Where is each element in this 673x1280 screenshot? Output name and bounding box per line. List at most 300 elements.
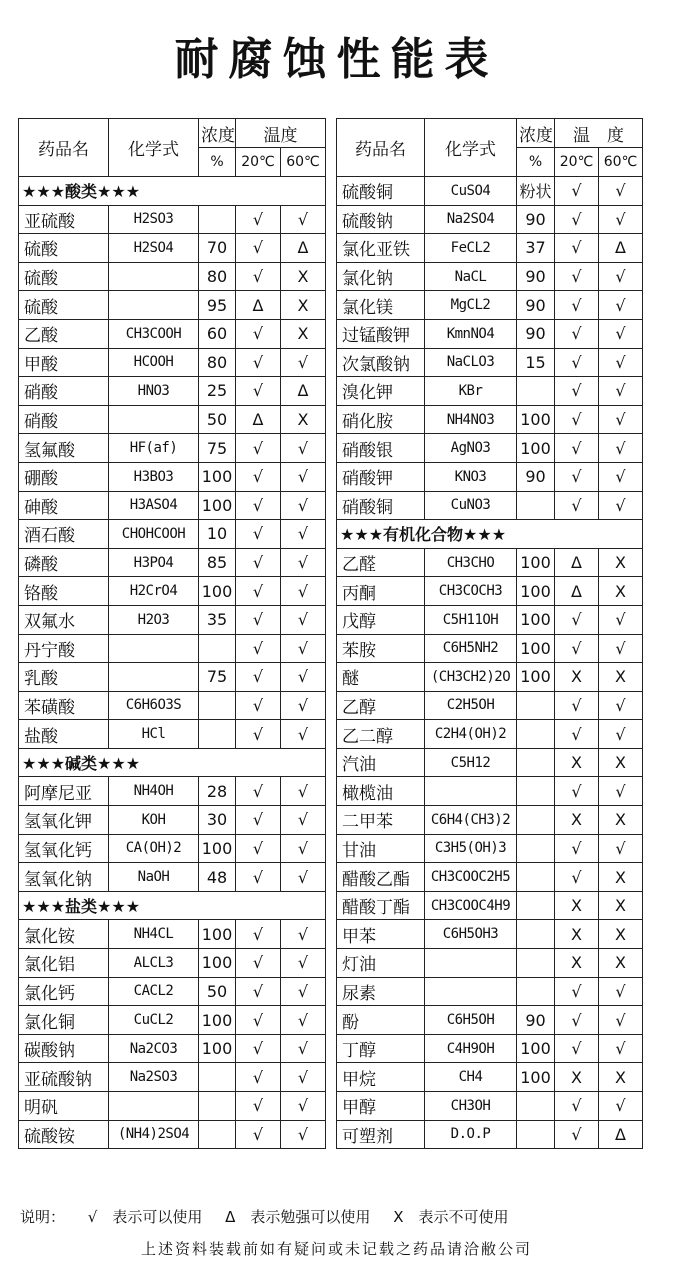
rating-60c: √ bbox=[599, 691, 643, 720]
chemical-formula: AgNO3 bbox=[425, 434, 517, 463]
chemical-name: 酒石酸 bbox=[19, 520, 109, 549]
chemical-name: 亚硫酸 bbox=[19, 205, 109, 234]
rating-20c: √ bbox=[236, 1006, 281, 1035]
rating-20c: √ bbox=[236, 806, 281, 835]
table-row bbox=[337, 1092, 643, 1121]
chemical-name: 甲烷 bbox=[337, 1063, 425, 1092]
table-row bbox=[19, 1006, 326, 1035]
header-formula: 化学式 bbox=[425, 119, 517, 177]
rating-20c: √ bbox=[236, 605, 281, 634]
concentration: 70 bbox=[199, 234, 236, 263]
chemical-formula: KmnNO4 bbox=[425, 319, 517, 348]
concentration: 100 bbox=[199, 834, 236, 863]
rating-20c: √ bbox=[555, 205, 599, 234]
concentration bbox=[199, 691, 236, 720]
concentration: 75 bbox=[199, 663, 236, 692]
chemical-name: 氯化铵 bbox=[19, 920, 109, 949]
concentration: 90 bbox=[517, 262, 555, 291]
chemical-name: 硝酸 bbox=[19, 405, 109, 434]
rating-60c: √ bbox=[281, 720, 326, 749]
legend-no: X 表示不可使用 bbox=[393, 1208, 509, 1226]
chemical-name: 醚 bbox=[337, 663, 425, 692]
rating-20c: √ bbox=[555, 434, 599, 463]
table-row bbox=[337, 177, 643, 206]
chemical-formula: C2H5OH bbox=[425, 691, 517, 720]
chemical-name: 汽油 bbox=[337, 748, 425, 777]
concentration: 100 bbox=[199, 1006, 236, 1035]
table-row bbox=[337, 377, 643, 406]
concentration: 100 bbox=[199, 462, 236, 491]
concentration: 100 bbox=[517, 434, 555, 463]
chemical-formula: ALCL3 bbox=[109, 949, 199, 978]
header-formula: 化学式 bbox=[109, 119, 199, 177]
concentration bbox=[517, 491, 555, 520]
table-row bbox=[19, 434, 326, 463]
rating-60c: X bbox=[599, 577, 643, 606]
rating-60c: √ bbox=[599, 605, 643, 634]
table-row bbox=[19, 806, 326, 835]
table-row bbox=[337, 1034, 643, 1063]
chemical-formula: C4H9OH bbox=[425, 1034, 517, 1063]
concentration: 10 bbox=[199, 520, 236, 549]
chemical-name: 氯化亚铁 bbox=[337, 234, 425, 263]
chemical-name: 碳酸钠 bbox=[19, 1034, 109, 1063]
table-row bbox=[337, 491, 643, 520]
table-row bbox=[19, 405, 326, 434]
chemical-formula bbox=[425, 949, 517, 978]
chemical-name: 硫酸铜 bbox=[337, 177, 425, 206]
chemical-formula: FeCL2 bbox=[425, 234, 517, 263]
rating-20c: √ bbox=[555, 720, 599, 749]
chemical-name: 甲醇 bbox=[337, 1092, 425, 1121]
rating-20c: √ bbox=[236, 634, 281, 663]
rating-20c: √ bbox=[555, 234, 599, 263]
table-row bbox=[19, 491, 326, 520]
chemical-name: 氢氧化钾 bbox=[19, 806, 109, 835]
concentration bbox=[199, 205, 236, 234]
rating-20c: √ bbox=[555, 634, 599, 663]
header-60c: 60℃ bbox=[599, 148, 643, 177]
rating-60c: √ bbox=[599, 291, 643, 320]
table-row bbox=[19, 834, 326, 863]
rating-60c: √ bbox=[281, 1034, 326, 1063]
rating-60c: X bbox=[599, 748, 643, 777]
chemical-name: 溴化钾 bbox=[337, 377, 425, 406]
table-row bbox=[19, 520, 326, 549]
table-row bbox=[337, 748, 643, 777]
chemical-name: 酚 bbox=[337, 1006, 425, 1035]
chemical-name: 硫酸钠 bbox=[337, 205, 425, 234]
rating-60c: √ bbox=[281, 548, 326, 577]
chemical-formula: H3BO3 bbox=[109, 462, 199, 491]
rating-20c: √ bbox=[236, 234, 281, 263]
concentration bbox=[517, 691, 555, 720]
chemical-formula: KBr bbox=[425, 377, 517, 406]
chemical-name: 丹宁酸 bbox=[19, 634, 109, 663]
header-20c: 20℃ bbox=[236, 148, 281, 177]
section-title: ★★★有机化合物★★★ bbox=[337, 520, 643, 549]
table-row bbox=[19, 462, 326, 491]
concentration: 90 bbox=[517, 205, 555, 234]
table-row bbox=[19, 262, 326, 291]
chemical-formula: HCl bbox=[109, 720, 199, 749]
chemical-name: 苯磺酸 bbox=[19, 691, 109, 720]
chemical-name: 醋酸丁酯 bbox=[337, 891, 425, 920]
rating-60c: √ bbox=[599, 977, 643, 1006]
rating-20c: √ bbox=[236, 262, 281, 291]
table-row bbox=[19, 634, 326, 663]
chemical-name: 氢氧化钙 bbox=[19, 834, 109, 863]
rating-20c: √ bbox=[555, 262, 599, 291]
chemical-table-right bbox=[336, 118, 643, 1149]
rating-60c: X bbox=[599, 949, 643, 978]
rating-20c: √ bbox=[555, 319, 599, 348]
header-conc-unit: % bbox=[517, 148, 555, 177]
chemical-formula bbox=[425, 777, 517, 806]
chemical-formula: CuCL2 bbox=[109, 1006, 199, 1035]
chemical-name: 醋酸乙酯 bbox=[337, 863, 425, 892]
rating-20c: √ bbox=[555, 834, 599, 863]
footnote: 上述资料装载前如有疑问或未记载之药品请洽敝公司 bbox=[140, 1240, 532, 1258]
header-name: 药品名 bbox=[19, 119, 109, 177]
rating-60c: √ bbox=[281, 205, 326, 234]
chemical-formula: CuSO4 bbox=[425, 177, 517, 206]
rating-20c: Δ bbox=[236, 291, 281, 320]
concentration bbox=[517, 834, 555, 863]
table-row bbox=[19, 920, 326, 949]
chemical-name: 甘油 bbox=[337, 834, 425, 863]
rating-60c: √ bbox=[599, 1006, 643, 1035]
table-row bbox=[337, 1006, 643, 1035]
rating-60c: √ bbox=[281, 605, 326, 634]
table-row bbox=[337, 348, 643, 377]
chemical-name: 丙酮 bbox=[337, 577, 425, 606]
table-row bbox=[337, 806, 643, 835]
table-row bbox=[337, 262, 643, 291]
rating-60c: Δ bbox=[281, 234, 326, 263]
concentration: 50 bbox=[199, 977, 236, 1006]
table-header-row bbox=[19, 119, 326, 148]
table-header-row bbox=[337, 119, 643, 148]
header-conc: 浓度 bbox=[199, 119, 236, 148]
rating-20c: √ bbox=[236, 319, 281, 348]
concentration: 90 bbox=[517, 291, 555, 320]
concentration: 75 bbox=[199, 434, 236, 463]
header-name: 药品名 bbox=[337, 119, 425, 177]
chemical-formula: C6H5OH bbox=[425, 1006, 517, 1035]
chemical-formula: HNO3 bbox=[109, 377, 199, 406]
chemical-formula bbox=[109, 1092, 199, 1121]
chemical-name: 硝酸钾 bbox=[337, 462, 425, 491]
chemical-formula: CACL2 bbox=[109, 977, 199, 1006]
chemical-name: 氢氟酸 bbox=[19, 434, 109, 463]
chemical-name: 硫酸铵 bbox=[19, 1120, 109, 1149]
table-row bbox=[337, 863, 643, 892]
chemical-name: 氯化铝 bbox=[19, 949, 109, 978]
chemical-formula: KOH bbox=[109, 806, 199, 835]
concentration: 100 bbox=[517, 405, 555, 434]
rating-20c: √ bbox=[555, 691, 599, 720]
chemical-formula: CHOHCOOH bbox=[109, 520, 199, 549]
chemical-name: 甲苯 bbox=[337, 920, 425, 949]
table-row bbox=[337, 434, 643, 463]
chemical-name: 橄榄油 bbox=[337, 777, 425, 806]
rating-60c: √ bbox=[281, 348, 326, 377]
chemical-name: 乳酸 bbox=[19, 663, 109, 692]
table-row bbox=[19, 720, 326, 749]
chemical-name: 硫酸 bbox=[19, 262, 109, 291]
rating-20c: X bbox=[555, 949, 599, 978]
rating-60c: √ bbox=[281, 1063, 326, 1092]
table-row bbox=[19, 949, 326, 978]
rating-60c: X bbox=[599, 1063, 643, 1092]
chemical-formula: CH3COOC2H5 bbox=[425, 863, 517, 892]
rating-60c: Δ bbox=[599, 1120, 643, 1149]
rating-60c: X bbox=[599, 920, 643, 949]
rating-60c: √ bbox=[281, 977, 326, 1006]
concentration: 30 bbox=[199, 806, 236, 835]
section-row bbox=[337, 520, 643, 549]
chemical-name: 氯化镁 bbox=[337, 291, 425, 320]
concentration bbox=[517, 949, 555, 978]
table-row bbox=[19, 863, 326, 892]
rating-20c: X bbox=[555, 806, 599, 835]
rating-60c: √ bbox=[281, 462, 326, 491]
chemical-name: 乙酸 bbox=[19, 319, 109, 348]
concentration bbox=[517, 977, 555, 1006]
table-row bbox=[337, 319, 643, 348]
chemical-formula: NH4NO3 bbox=[425, 405, 517, 434]
table-row bbox=[337, 920, 643, 949]
chemical-formula: H2SO4 bbox=[109, 234, 199, 263]
chemical-formula: C5H12 bbox=[425, 748, 517, 777]
rating-60c: √ bbox=[281, 1092, 326, 1121]
table-row bbox=[337, 205, 643, 234]
chemical-name: 苯胺 bbox=[337, 634, 425, 663]
rating-60c: X bbox=[599, 863, 643, 892]
chemical-formula: KNO3 bbox=[425, 462, 517, 491]
table-row bbox=[337, 663, 643, 692]
chemical-name: 亚硫酸钠 bbox=[19, 1063, 109, 1092]
rating-60c: √ bbox=[281, 520, 326, 549]
rating-20c: Δ bbox=[236, 405, 281, 434]
chemical-name: 过锰酸钾 bbox=[337, 319, 425, 348]
chemical-name: 戊醇 bbox=[337, 605, 425, 634]
rating-20c: Δ bbox=[555, 548, 599, 577]
chemical-name: 明矾 bbox=[19, 1092, 109, 1121]
rating-20c: √ bbox=[555, 777, 599, 806]
concentration: 100 bbox=[199, 577, 236, 606]
rating-20c: √ bbox=[236, 834, 281, 863]
legend-ok: √ 表示可以使用 bbox=[87, 1208, 203, 1226]
concentration: 48 bbox=[199, 863, 236, 892]
rating-60c: √ bbox=[599, 377, 643, 406]
table-row bbox=[337, 548, 643, 577]
chemical-name: 丁醇 bbox=[337, 1034, 425, 1063]
rating-20c: √ bbox=[555, 1092, 599, 1121]
chemical-name: 氯化铜 bbox=[19, 1006, 109, 1035]
table-row bbox=[19, 1092, 326, 1121]
rating-20c: X bbox=[555, 1063, 599, 1092]
chemical-name: 氯化钠 bbox=[337, 262, 425, 291]
chemical-name: 磷酸 bbox=[19, 548, 109, 577]
rating-60c: √ bbox=[599, 434, 643, 463]
table-row bbox=[337, 1120, 643, 1149]
rating-20c: √ bbox=[236, 720, 281, 749]
table-row bbox=[19, 1120, 326, 1149]
concentration bbox=[199, 1063, 236, 1092]
table-row bbox=[337, 949, 643, 978]
rating-20c: √ bbox=[236, 1120, 281, 1149]
chemical-name: 尿素 bbox=[337, 977, 425, 1006]
chemical-name: 砷酸 bbox=[19, 491, 109, 520]
chemical-formula: C6H5NH2 bbox=[425, 634, 517, 663]
concentration: 80 bbox=[199, 348, 236, 377]
rating-60c: √ bbox=[281, 949, 326, 978]
concentration: 85 bbox=[199, 548, 236, 577]
header-temp: 温 度 bbox=[555, 119, 643, 148]
concentration: 35 bbox=[199, 605, 236, 634]
chemical-name: 氢氧化钠 bbox=[19, 863, 109, 892]
rating-20c: √ bbox=[555, 977, 599, 1006]
chemical-formula: CH3COCH3 bbox=[425, 577, 517, 606]
rating-60c: √ bbox=[599, 491, 643, 520]
chemical-formula: HF(af) bbox=[109, 434, 199, 463]
table-row bbox=[337, 720, 643, 749]
rating-20c: √ bbox=[555, 348, 599, 377]
rating-60c: X bbox=[599, 548, 643, 577]
rating-20c: √ bbox=[236, 491, 281, 520]
rating-60c: Δ bbox=[599, 234, 643, 263]
table-row bbox=[337, 462, 643, 491]
chemical-name: 次氯酸钠 bbox=[337, 348, 425, 377]
table-row bbox=[337, 834, 643, 863]
legend bbox=[20, 1206, 660, 1227]
concentration: 100 bbox=[199, 491, 236, 520]
rating-60c: X bbox=[281, 291, 326, 320]
rating-60c: √ bbox=[599, 405, 643, 434]
chemical-name: 乙二醇 bbox=[337, 720, 425, 749]
concentration bbox=[517, 377, 555, 406]
rating-60c: √ bbox=[281, 806, 326, 835]
chemical-name: 硝酸铜 bbox=[337, 491, 425, 520]
concentration: 37 bbox=[517, 234, 555, 263]
rating-60c: √ bbox=[599, 177, 643, 206]
chemical-formula: C5H11OH bbox=[425, 605, 517, 634]
chemical-table-left bbox=[18, 118, 326, 1149]
chemical-formula bbox=[109, 405, 199, 434]
concentration: 100 bbox=[517, 634, 555, 663]
rating-60c: √ bbox=[281, 834, 326, 863]
rating-20c: √ bbox=[555, 1034, 599, 1063]
table-row bbox=[19, 348, 326, 377]
concentration: 粉状 bbox=[517, 177, 555, 206]
header-conc: 浓度 bbox=[517, 119, 555, 148]
section-title: ★★★酸类★★★ bbox=[19, 177, 326, 206]
table-row bbox=[337, 234, 643, 263]
chemical-formula: C2H4(OH)2 bbox=[425, 720, 517, 749]
chemical-name: 氯化钙 bbox=[19, 977, 109, 1006]
rating-20c: √ bbox=[236, 377, 281, 406]
chemical-formula: NH4OH bbox=[109, 777, 199, 806]
rating-20c: √ bbox=[236, 863, 281, 892]
chemical-name: 硝化胺 bbox=[337, 405, 425, 434]
concentration: 100 bbox=[199, 949, 236, 978]
rating-20c: √ bbox=[236, 577, 281, 606]
table-row bbox=[337, 405, 643, 434]
chemical-name: 乙醛 bbox=[337, 548, 425, 577]
concentration: 100 bbox=[517, 605, 555, 634]
chemical-name: 硫酸 bbox=[19, 291, 109, 320]
rating-60c: √ bbox=[281, 1120, 326, 1149]
table-row bbox=[337, 634, 643, 663]
table-row bbox=[19, 377, 326, 406]
concentration: 90 bbox=[517, 462, 555, 491]
chemical-formula bbox=[425, 977, 517, 1006]
chemical-name: 盐酸 bbox=[19, 720, 109, 749]
chemical-name: 硼酸 bbox=[19, 462, 109, 491]
chemical-name: 硝酸 bbox=[19, 377, 109, 406]
rating-60c: √ bbox=[281, 691, 326, 720]
concentration: 100 bbox=[517, 577, 555, 606]
rating-60c: X bbox=[281, 319, 326, 348]
chemical-formula: MgCL2 bbox=[425, 291, 517, 320]
rating-20c: √ bbox=[236, 949, 281, 978]
chemical-formula: CH4 bbox=[425, 1063, 517, 1092]
chemical-name: 甲酸 bbox=[19, 348, 109, 377]
table-row bbox=[337, 291, 643, 320]
chemical-formula: C6H5OH3 bbox=[425, 920, 517, 949]
rating-20c: √ bbox=[555, 1006, 599, 1035]
rating-60c: X bbox=[599, 806, 643, 835]
chemical-formula bbox=[109, 262, 199, 291]
concentration: 100 bbox=[517, 663, 555, 692]
chemical-formula: H2CrO4 bbox=[109, 577, 199, 606]
rating-20c: √ bbox=[236, 777, 281, 806]
table-row bbox=[19, 1034, 326, 1063]
rating-60c: √ bbox=[281, 577, 326, 606]
chemical-formula: CA(OH)2 bbox=[109, 834, 199, 863]
rating-20c: √ bbox=[555, 605, 599, 634]
rating-20c: √ bbox=[236, 1034, 281, 1063]
rating-20c: X bbox=[555, 920, 599, 949]
rating-60c: X bbox=[281, 405, 326, 434]
concentration: 50 bbox=[199, 405, 236, 434]
rating-60c: √ bbox=[281, 920, 326, 949]
rating-20c: √ bbox=[555, 177, 599, 206]
chemical-formula: NaCLO3 bbox=[425, 348, 517, 377]
concentration: 100 bbox=[199, 1034, 236, 1063]
rating-20c: X bbox=[555, 663, 599, 692]
chemical-formula: H2SO3 bbox=[109, 205, 199, 234]
chemical-formula: Na2SO4 bbox=[425, 205, 517, 234]
table-row bbox=[19, 977, 326, 1006]
rating-20c: √ bbox=[555, 1120, 599, 1149]
rating-60c: √ bbox=[599, 348, 643, 377]
rating-60c: √ bbox=[599, 777, 643, 806]
concentration bbox=[199, 634, 236, 663]
concentration bbox=[517, 1120, 555, 1149]
chemical-formula: C6H4(CH3)2 bbox=[425, 806, 517, 835]
rating-20c: √ bbox=[555, 405, 599, 434]
table-row bbox=[19, 1063, 326, 1092]
rating-20c: √ bbox=[236, 548, 281, 577]
chemical-formula: CH3OH bbox=[425, 1092, 517, 1121]
chemical-formula bbox=[109, 663, 199, 692]
table-row bbox=[337, 977, 643, 1006]
header-temp: 温度 bbox=[236, 119, 326, 148]
concentration bbox=[199, 1092, 236, 1121]
